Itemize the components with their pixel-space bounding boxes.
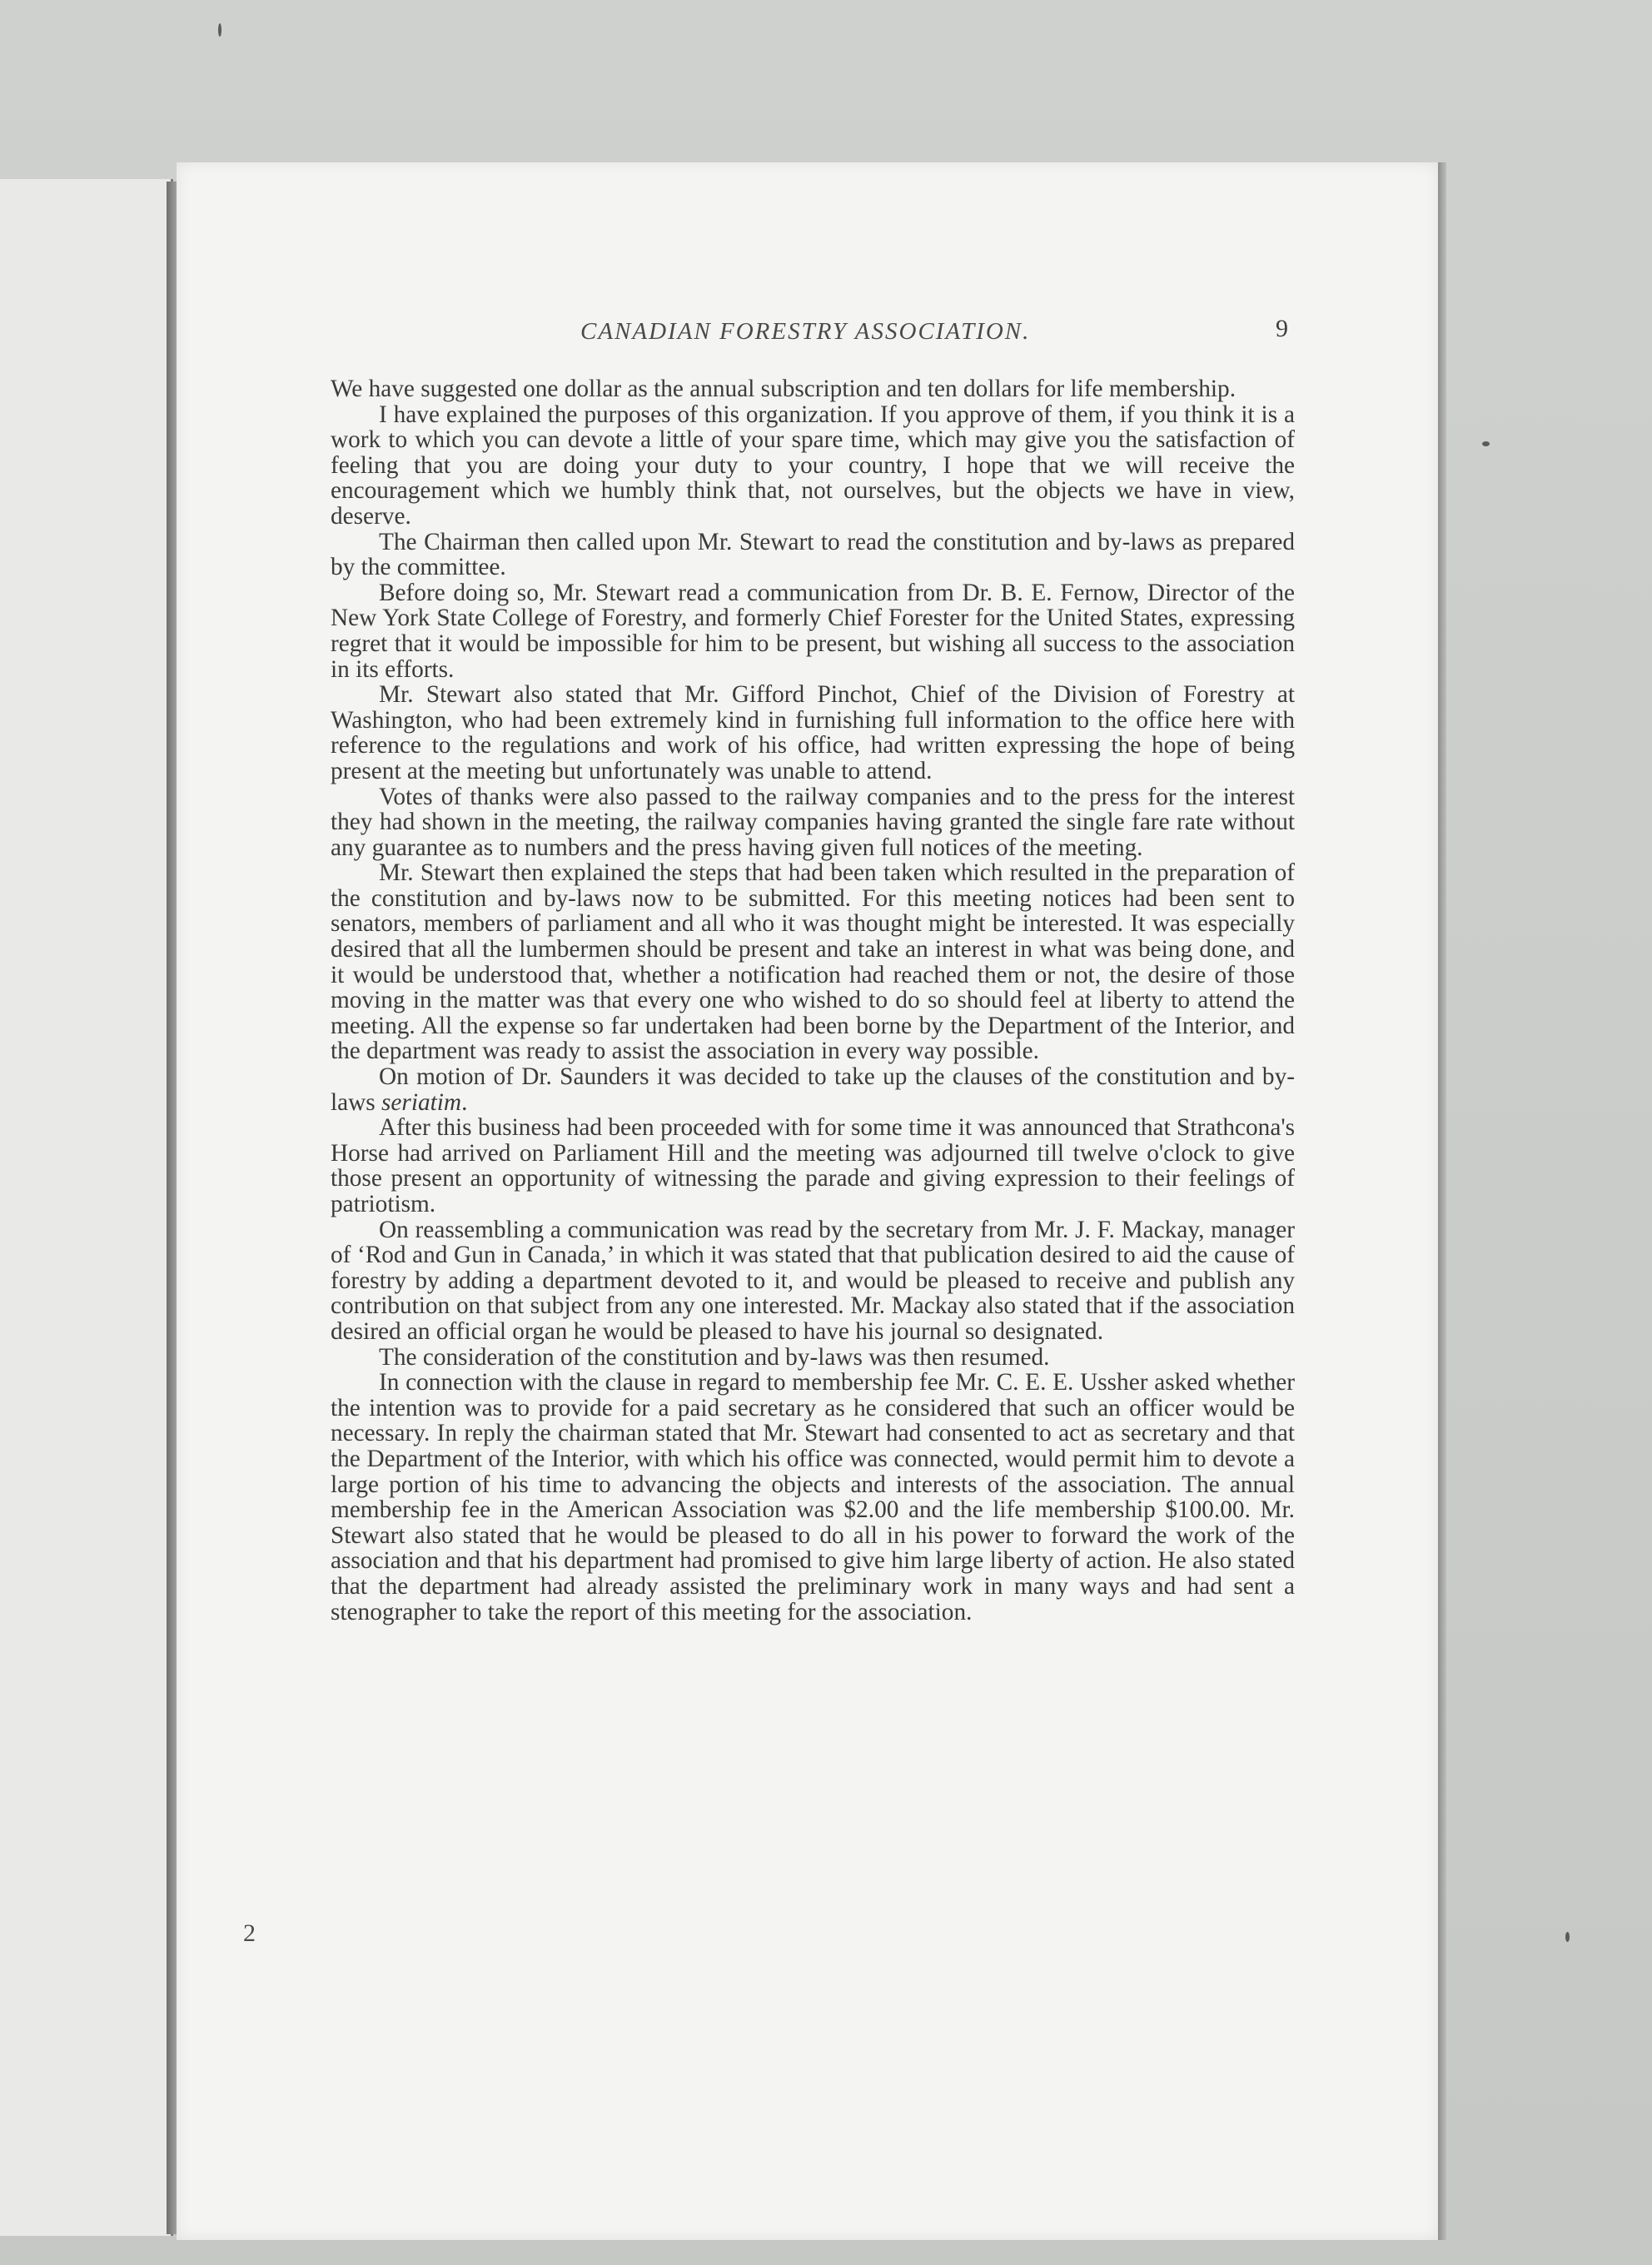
body-text — [331, 376, 1295, 1625]
motion-text: On motion of Dr. Saunders it was decided to take up the clauses of the constitution and by-laws — [331, 1063, 1295, 1116]
scan-speck — [218, 23, 221, 37]
signature-mark: 2 — [243, 1919, 256, 1947]
paragraph: After this business had been proceeded with for some time it was announced that Strathcona's Horse had arrived on Parliament Hill and the meeting was adjourned till twelve o'clock to give those present an opportunity of witnessing the parade and giving expression to their feelings of patriotism. — [331, 1114, 1295, 1217]
paragraph: I have explained the purposes of this organization. If you approve of them, if you think it is a work to which you can devote a little of your spare time, which may give you the satisfaction of feeling that you are doing your duty to your country, I hope that we will receive the encouragement which we humbly think that, not ourselves, but the objects we have in view, deserve. — [331, 401, 1295, 530]
paragraph: We have suggested one dollar as the annual subscription and ten dollars for life membership. — [331, 376, 1237, 402]
page-number: 9 — [1276, 315, 1288, 342]
paragraph: On reassembling a communication was read by the secretary from Mr. J. F. Mackay, manager of ‘Rod and Gun in Canada,’ in which it was stated that that publication desired to aid the cause of forestry by adding a department devoted to it, and would be pleased to receive and publish any contribution on that subject from any one interested. Mr. Mackay also stated that if the association desired an official organ he would be pleased to have his journal so designated. — [331, 1216, 1295, 1345]
paragraph: The Chairman then called upon Mr. Stewart to read the constitution and by-laws as prepared by the committee. — [331, 528, 1295, 581]
motion-end: . — [461, 1088, 468, 1116]
running-title: CANADIAN FORESTRY ASSOCIATION. — [580, 318, 1031, 345]
scan-speck — [1482, 441, 1490, 446]
motion-italic: seriatim — [381, 1088, 462, 1116]
paragraph: In connection with the clause in regard to membership fee Mr. C. E. E. Ussher asked whether the intention was to provide for a paid secretary as he considered that such an officer would be necessary. In reply the chairman stated that Mr. Stewart had consented to act as secretary and that the Department of the Interior, with which his office was connected, would permit him to devote a large portion of his time to advancing the objects and interests of the association. The annual membership fee in the American Association was $2.00 and the life membership $100.00. Mr. Stewart also stated that he would be pleased to do all in his power to forward the work of the association and that his department had promised to give him large liberty of action. He also stated that the department had already assisted the preliminary work in many ways and had sent a stenographer to take the report of this meeting for the association. — [331, 1369, 1295, 1625]
document-page — [177, 162, 1441, 2240]
paragraph: Mr. Stewart then explained the steps that had been taken which resulted in the preparation of the constitution and by-laws now to be submitted. For this meeting notices had been sent to senators, members of parliament and all who it was thought might be interested. It was especially desired that all the lumbermen should be present and take an interest in what was being done, and it would be understood that, whether a notification had reached them or not, the desire of those moving in the matter was that every one who wished to do so should feel at liberty to attend the meeting. All the expense so far undertaken had been borne by the Department of the Interior, and the department was ready to assist the association in every way possible. — [331, 859, 1295, 1065]
paragraph: Mr. Stewart also stated that Mr. Gifford Pinchot, Chief of the Division of Forestry at Washington, who had been extremely kind in furnishing full information to the office here with reference to the regulations and work of his office, had written expressing the hope of being present at the meeting but unfortunately was unable to attend. — [331, 681, 1295, 784]
page-header — [177, 315, 1438, 351]
paragraph: Votes of thanks were also passed to the railway companies and to the press for the interest they had shown in the meeting, the railway companies having granted the single fare rate without any guarantee as to numbers and the press having given full notices of the meeting. — [331, 783, 1295, 861]
facing-page-edge — [0, 179, 173, 2236]
scan-speck — [1565, 1932, 1570, 1942]
paragraph: Before doing so, Mr. Stewart read a communication from Dr. B. E. Fernow, Director of the New York State College of Forestry, and formerly Chief Forester for the United States, expressing regret that it would be impossible for him to be present, but wishing all success to the association in its efforts. — [331, 579, 1295, 683]
paragraph-motion — [331, 1064, 1295, 1115]
paragraph: The consideration of the constitution and by-laws was then resumed. — [379, 1343, 1050, 1371]
